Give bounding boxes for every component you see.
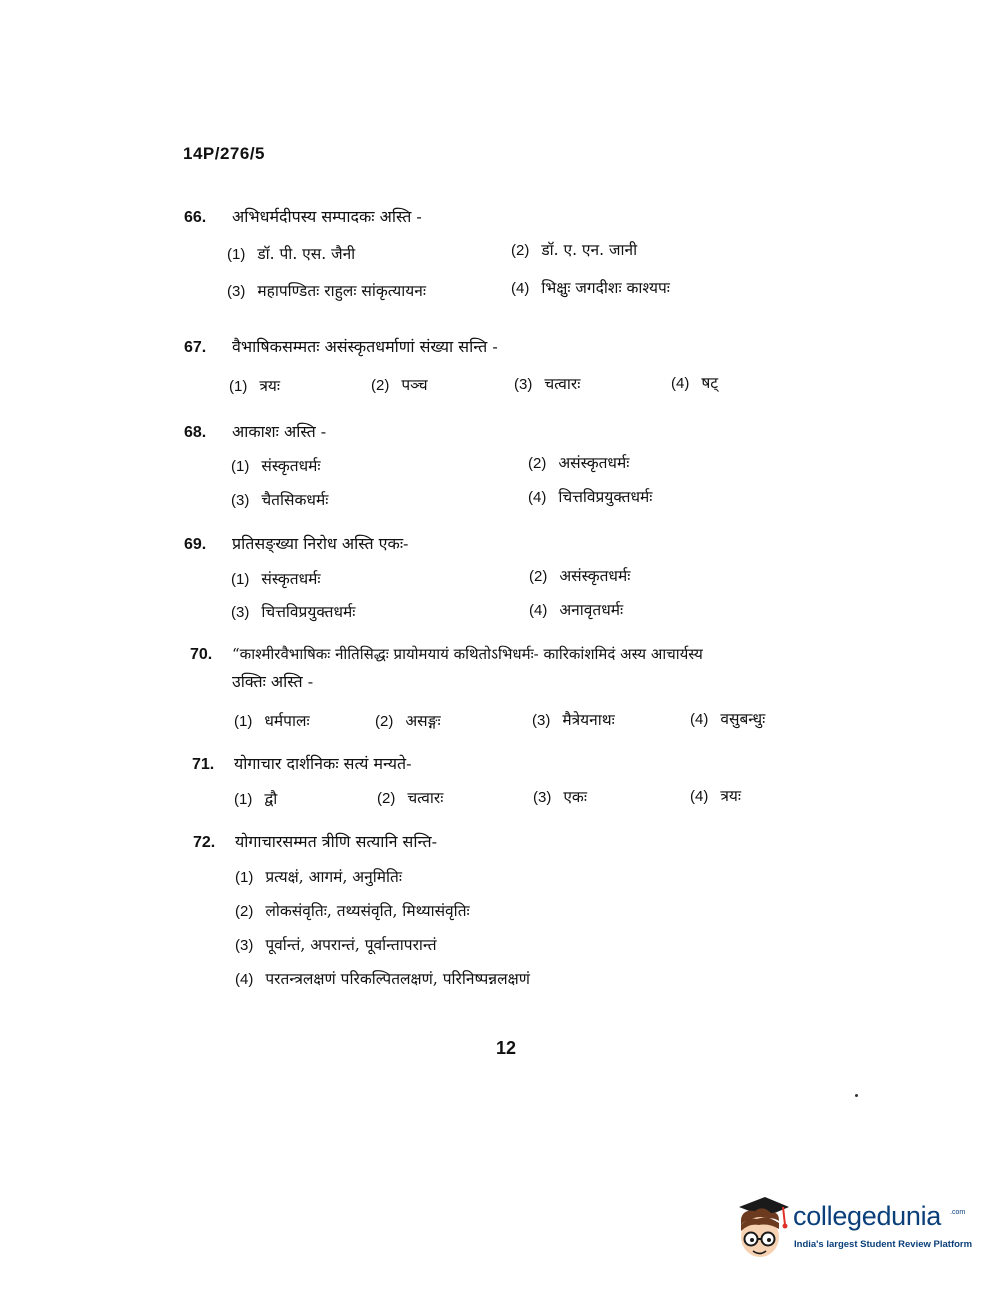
option: (4) त्रयः	[690, 787, 742, 805]
logo-dotcom: .com	[950, 1209, 966, 1216]
option: (1) संस्कृतधर्मः	[231, 457, 321, 475]
option: (3) चित्तविप्रयुक्तधर्मः	[231, 603, 356, 621]
option: (2) असङ्गः	[375, 712, 441, 730]
option: (1) धर्मपालः	[234, 712, 310, 730]
option: (1) प्रत्यक्षं, आगमं, अनुमितिः	[235, 868, 403, 886]
option: (1) डॉ. पी. एस. जैनी	[227, 245, 356, 263]
question-67	[184, 335, 498, 357]
student-mascot-icon	[733, 1195, 793, 1265]
option: (3) पूर्वान्तं, अपरान्तं, पूर्वान्तापरान्तं	[235, 936, 437, 954]
option: (3) चैतसिकधर्मः	[231, 491, 329, 509]
option: (4) वसुबन्धुः	[690, 710, 766, 728]
option: (4) षट्	[671, 374, 719, 392]
question-number: 72.	[193, 834, 216, 851]
option: (2) चत्वारः	[377, 789, 444, 807]
question-text: योगाचार दार्शनिकः सत्यं मन्यते-	[234, 754, 412, 773]
option: (4) परतन्त्रलक्षणं परिकल्पितलक्षणं, परिनिष्पन्नलक्षणं	[235, 970, 530, 988]
scan-speck	[855, 1094, 858, 1097]
option: (3) मैत्रेयनाथः	[532, 711, 615, 729]
collegedunia-logo[interactable]	[733, 1195, 973, 1265]
question-number: 67.	[184, 339, 207, 356]
question-number: 66.	[184, 209, 207, 226]
question-number: 68.	[184, 424, 207, 441]
question-66	[184, 205, 422, 227]
option: (2) असंस्कृतधर्मः	[528, 454, 630, 472]
option: (1) द्वौ	[234, 790, 278, 808]
logo-tagline: India's largest Student Review Platform	[794, 1239, 973, 1250]
question-70	[190, 644, 840, 692]
option: (3) महापण्डितः राहुलः सांकृत्यायनः	[227, 282, 426, 300]
option: (1) संस्कृतधर्मः	[231, 570, 321, 588]
question-number: 71.	[192, 756, 215, 773]
option: (4) भिक्षुः जगदीशः काश्यपः	[511, 279, 670, 297]
question-text: वैभाषिकसम्मतः असंस्कृतधर्माणां संख्या सन्ति -	[232, 337, 498, 356]
question-text: प्रतिसङ्ख्या निरोध अस्ति एकः-	[232, 534, 409, 553]
option: (2) पञ्च	[371, 376, 428, 394]
option: (2) डॉ. ए. एन. जानी	[511, 241, 638, 259]
option: (1) त्रयः	[229, 377, 281, 395]
question-71	[192, 752, 412, 774]
question-number: 70.	[190, 646, 213, 663]
page-number: 12	[496, 1038, 517, 1058]
paper-code: 14P/276/5	[183, 144, 266, 163]
question-text: अभिधर्मदीपस्य सम्पादकः अस्ति -	[232, 207, 422, 226]
option: (4) अनावृतधर्मः	[529, 601, 624, 619]
option: (3) चत्वारः	[514, 375, 581, 393]
logo-wordmark: collegedunia	[793, 1201, 942, 1231]
question-text: “काश्मीरवैभाषिकः नीतिसिद्धः प्रायोमयायं कथितोऽभिधर्मः- कारिकांशमिदं अस्य आचार्यस्य	[232, 645, 703, 663]
question-text-continued: उक्तिः अस्ति -	[232, 672, 314, 691]
option: (4) चित्तविप्रयुक्तधर्मः	[528, 488, 653, 506]
question-text: योगाचारसम्मत त्रीणि सत्यानि सन्ति-	[235, 832, 437, 851]
question-69	[184, 532, 408, 554]
question-text: आकाशः अस्ति -	[232, 422, 327, 441]
option: (3) एकः	[533, 788, 587, 806]
option: (2) असंस्कृतधर्मः	[529, 567, 631, 585]
question-72	[193, 830, 437, 852]
question-number: 69.	[184, 536, 207, 553]
option: (2) लोकसंवृतिः, तथ्यसंवृति, मिथ्यासंवृतिः	[235, 902, 470, 920]
question-68	[184, 420, 326, 442]
